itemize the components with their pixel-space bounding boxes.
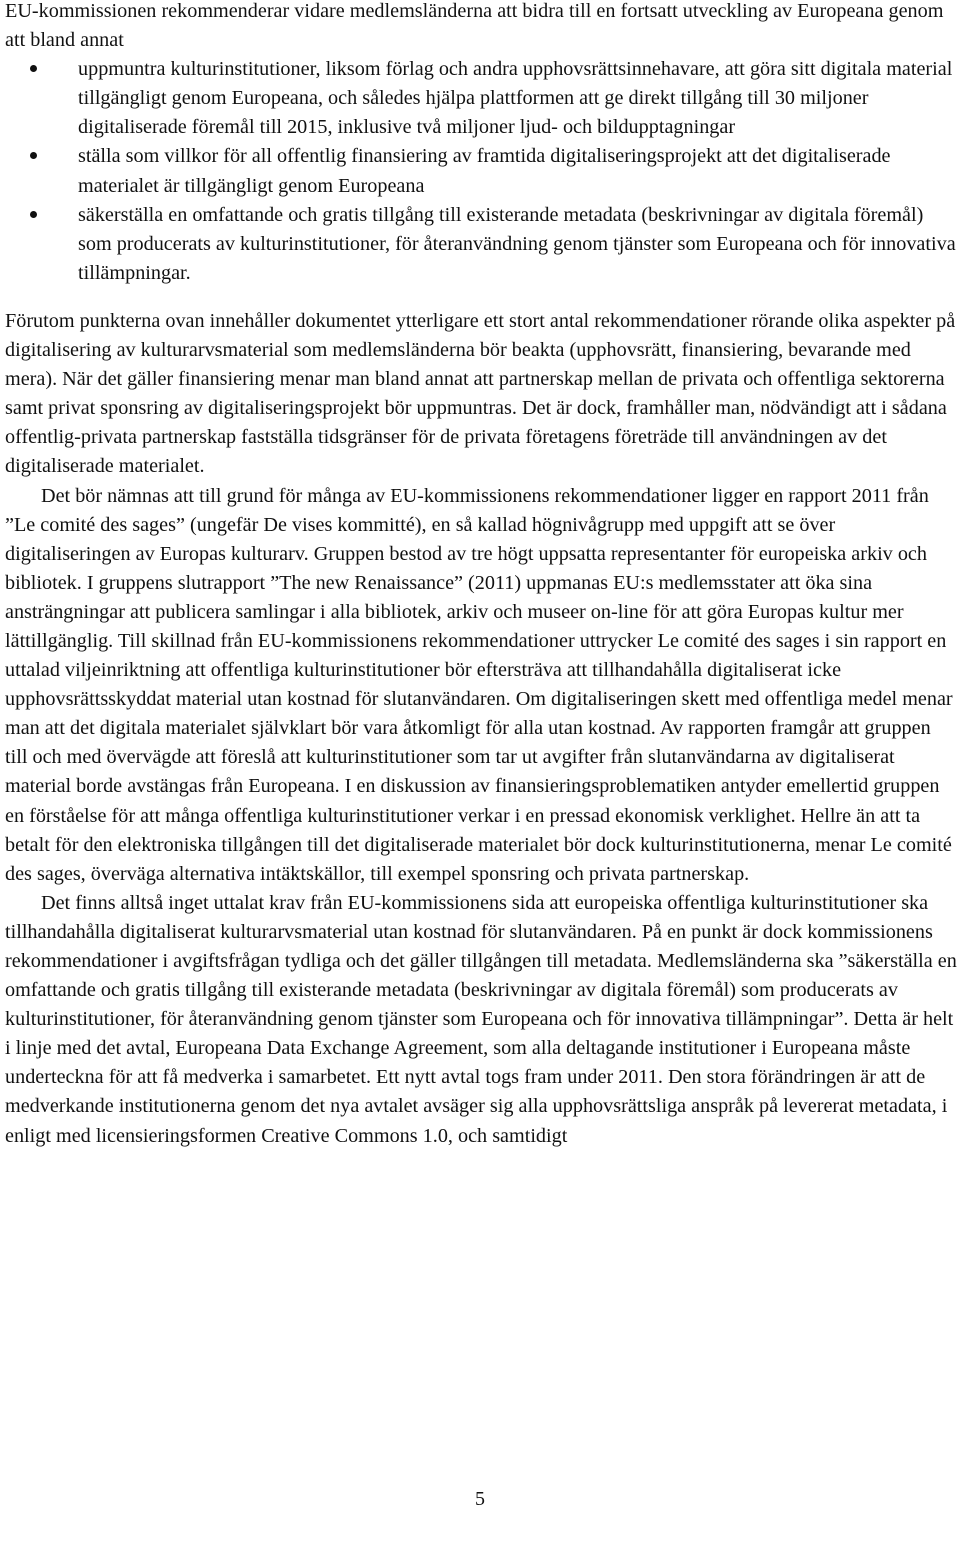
intro-paragraph: EU-kommissionen rekommenderar vidare medlemsländerna att bidra till en fortsatt utveckling av Europeana genom att bland annat	[5, 0, 944, 52]
list-item-text: ställa som villkor för all offentlig finansiering av framtida digitaliseringsprojekt att det digitaliserade materialet är tillgängligt genom Europeana	[78, 145, 891, 197]
list-item	[78, 142, 957, 200]
bullet-icon	[30, 65, 37, 72]
body-paragraph-2: Det bör nämnas att till grund för många av EU-kommissionens rekommendationer ligger en rapport 2011 från ”Le comité des sages” (ungefär De vises kommitté), en så kallad högnivågrupp med uppgift att se över digitaliseringen av Europas kulturarv. Gruppen bestod av tre högt uppsatta representanter för europeiska arkiv och bibliotek. I gruppens slutrapport ”The new Renaissance” (2011) uppmanas EU:s medlemsstater att öka sina ansträngningar att publicera samlingar i alla bibliotek, arkiv och museer on-line för att göra Europas kultur mer lättillgänglig. Till skillnad från EU-kommissionens rekommendationer uttrycker Le comité des sages i sin rapport en uttalad viljeinriktning att offentliga kulturinstitutioner bör eftersträva att tillhandahålla digitaliserat icke upphovsrättsskyddat material utan kostnad för slutanvändaren. Om digitaliseringen skett med offentliga medel menar man att det digitala materialet självklart bör vara åtkomligt för alla utan kostnad. Av rapporten framgår att gruppen till och med övervägde att föreslå att kulturinstitutioner som tar ut avgifter från slutanvändarna av digitaliserat material borde avstängas från Europeana. I en diskussion av finansieringsproblematiken antyder emellertid gruppen en förståelse för att många offentliga kulturinstitutioner verkar i en pressad ekonomisk verklighet. Hellre än att ta betalt för den elektroniska tillgången till det digitaliserade materialet bör dock kulturinstitutionerna, menar Le comité des sages, överväga alternativa intäktskällor, till exempel sponsring och privata partnerskap.	[5, 484, 953, 885]
list-item	[78, 201, 957, 288]
page-number: 5	[475, 1488, 485, 1510]
body-paragraph-1: Förutom punkterna ovan innehåller dokumentet ytterligare ett stort antal rekommendationer rörande olika aspekter på digitalisering av kulturarvsmaterial som medlemsländerna bör beakta (upphovsrätt, finansiering, bevarande med mera). När det gäller finansiering menar man bland annat att partnerskap mellan de privata och offentliga sektorerna samt privat sponsring av digitaliseringsprojekt bör uppmuntras. Det är dock, framhåller man, nödvändigt att i sådana offentlig-privata partnerskap fastställa tidsgränser för de privata företagens företräde till användningen av det digitaliserade materialet.	[5, 309, 956, 478]
paragraph-spacer	[5, 288, 957, 307]
body-paragraph-3: Det finns alltså inget uttalat krav från EU-kommissionens sida att europeiska offentliga kulturinstitutioner ska tillhandahålla digitaliserat kulturarvsmaterial utan kostnad för slutanvändaren. På en punkt är dock kommissionens rekommendationer i avgiftsfrågan tydliga och det gäller tillgången till metadata. Medlemsländerna ska ”säkerställa en omfattande och gratis tillgång till existerande metadata (beskrivningar av digitala föremål) som producerats av kulturinstitutioner, för återanvändning genom tjänster som Europeana och för innovativa tillämpningar”. Detta är helt i linje med det avtal, Europeana Data Exchange Agreement, som alla deltagande institutioner i Europeana måste underteckna för att få medverka i samarbetet. Ett nytt avtal togs fram under 2011. Den stora förändringen är att de medverkande institutionerna genom det nya avtalet avsäger sig alla upphovsrättsliga anspråk på levererat metadata, i enligt med licensieringsformen Creative Commons 1.0, och samtidigt	[5, 891, 957, 1147]
bullet-icon	[30, 152, 37, 159]
recommendation-list	[5, 55, 957, 288]
list-item-text: säkerställa en omfattande och gratis tillgång till existerande metadata (beskrivningar av digitala föremål) som producerats av kulturinstitutioner, för återanvändning genom tjänster som Europeana och för innovativa tillämpningar.	[78, 203, 956, 284]
bullet-icon	[30, 211, 37, 218]
list-item	[78, 55, 957, 142]
list-item-text: uppmuntra kulturinstitutioner, liksom förlag och andra upphovsrättsinnehavare, att göra sitt digitala material tillgängligt genom Europeana, och således hjälpa plattformen att ge direkt tillgång till 30 miljoner digitaliserade föremål till 2015, inklusive två miljoner ljud- och bildupptagningar	[78, 58, 953, 139]
